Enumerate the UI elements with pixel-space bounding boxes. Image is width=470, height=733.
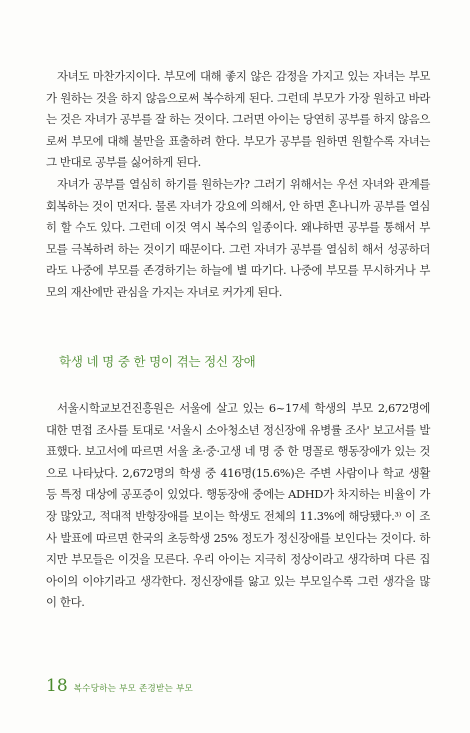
body-text-top	[46, 66, 430, 304]
page-number: 18	[46, 676, 68, 696]
page-footer	[46, 676, 193, 696]
body-text-bottom	[46, 398, 430, 614]
paragraph-mental-disorder-survey: 서울시학교보건진흥원은 서울에 살고 있는 6~17세 학생의 부모 2,672명에 대한 면접 조사를 토대로 '서울시 소아청소년 정신장애 유병률 조사' 보고서를 발표했다. 보고서에 따르면 서울 초·중·고생 네 명 중 한 명꼴로 행동장애가 있는 것으로 나타났다. 2,672명의 학생 중 416명(15.6%)은 주변 사람이나 학교 생활 등 특정 대상에 공포증이 있었다. 행동장애 중에는 ADHD가 차지하는 비율이 가장 많았고, 적대적 반항장애를 보이는 학생도 전체의 11.3%에 해당됐다.³⁾ 이 조사 발표에 따르면 한국의 초등학생 25% 정도가 정신장애를 보인다는 것이다. 하지만 부모들은 이것을 모른다. 우리 아이는 지극히 정상이라고 생각하며 다른 집 아이의 이야기라고 생각한다. 정신장애를 앓고 있는 부모일수록 그런 생각을 많이 한다.	[46, 401, 430, 610]
section-heading: 학생 네 명 중 한 명이 겪는 정신 장애	[59, 354, 256, 369]
paragraph-study-relationship: 자녀가 공부를 열심히 하기를 원하는가? 그러기 위해서는 우선 자녀와 관계를 회복하는 것이 먼저다. 물론 자녀가 강요에 의해서, 안 하면 혼나니까 공부를 열심히 할 수도 있다. 그런데 이것 역시 복수의 일종이다. 왜냐하면 공부를 통해서 부모를 극복하려 하는 것이기 때문이다. 그런 자녀가 공부를 열심히 해서 성공하더라도 나중에 부모를 존경하기는 하늘에 별 따기다. 나중에 부모를 무시하거나 부모의 재산에만 관심을 가지는 자녀로 커가게 된다.	[46, 176, 430, 299]
running-title: 복수당하는 부모 존경받는 부모	[73, 684, 193, 694]
paragraph-revenge: 자녀도 마찬가지이다. 부모에 대해 좋지 않은 감정을 가지고 있는 자녀는 부모가 원하는 것을 하지 않음으로써 복수하게 된다. 그런데 부모가 가장 원하고 바라는 것은 자녀가 공부를 잘 하는 것이다. 그러면 아이는 당연히 공부를 하지 않음으로써 부모에 대해 불만을 표출하려 한다. 부모가 공부를 원하면 원할수록 자녀는 그 반대로 공부를 싫어하게 된다.	[46, 69, 430, 170]
